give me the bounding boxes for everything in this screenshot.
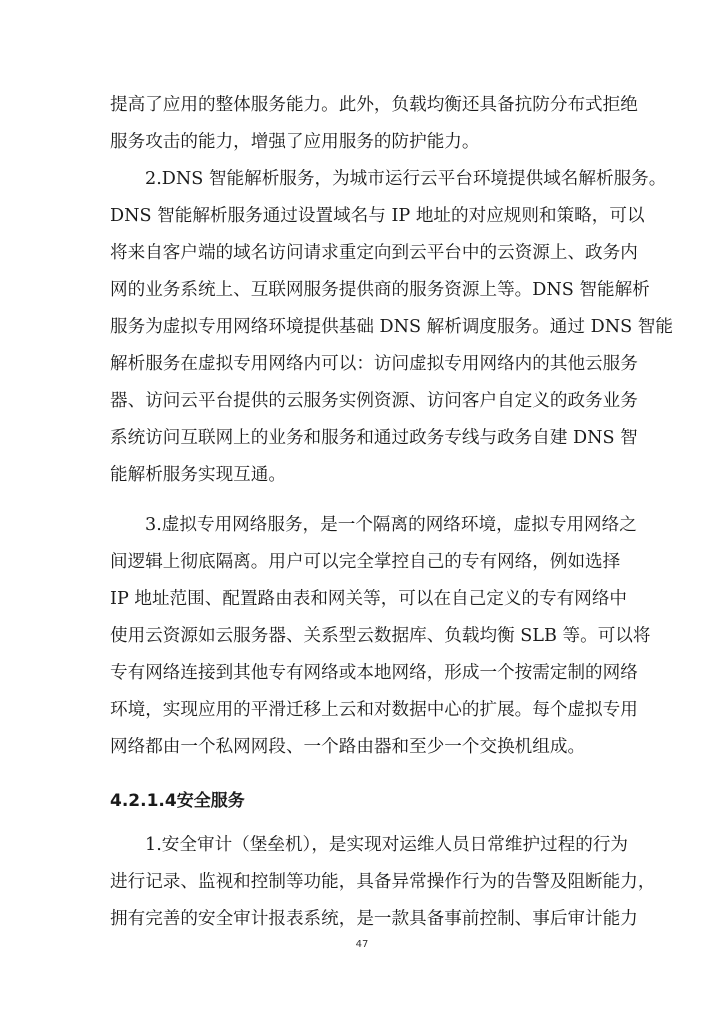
paragraph-4-line-2: 进行记录、监视和控制等功能，具备异常操作行为的告警及阻断能力， [110, 872, 656, 892]
paragraph-2-line-1: 2.DNS 智能解析服务，为城市运行云平台环境提供域名解析服务。 [145, 169, 667, 189]
paragraph-3-line-7: 网络都由一个私网网段、一个路由器和至少一个交换机组成。 [110, 737, 586, 757]
paragraph-2-line-6: 解析服务在虚拟专用网络内可以：访问虚拟专用网络内的其他云服务 [110, 354, 638, 374]
paragraph-3-line-6: 环境，实现应用的平滑迁移上云和对数据中心的扩展。每个虚拟专用 [110, 700, 638, 720]
page-number: 47 [355, 939, 369, 950]
paragraph-2-line-8: 系统访问互联网上的业务和服务和通过政务专线与政务自建 DNS 智 [110, 428, 638, 448]
paragraph-4-line-1: 1.安全审计（堡垒机），是实现对运维人员日常维护过程的行为 [145, 835, 629, 855]
paragraph-2-line-7: 器、访问云平台提供的云服务实例资源、访问客户自定义的政务业务 [110, 391, 638, 411]
paragraph-3-line-2: 间逻辑上彻底隔离。用户可以完全掌控自己的专有网络，例如选择 [110, 552, 621, 572]
paragraph-3-line-1: 3.虚拟专用网络服务，是一个隔离的网络环境，虚拟专用网络之 [145, 515, 637, 535]
paragraph-2-line-4: 网的业务系统上、互联网服务提供商的服务资源上等。DNS 智能解析 [110, 280, 650, 300]
paragraph-2-line-2: DNS 智能解析服务通过设置域名与 IP 地址的对应规则和策略，可以 [110, 206, 645, 226]
paragraph-4-line-3: 拥有完善的安全审计报表系统，是一款具备事前控制、事后审计能力 [110, 909, 638, 929]
paragraph-2-line-3: 将来自客户端的域名访问请求重定向到云平台中的云资源上、政务内 [110, 243, 638, 263]
paragraph-2-line-5: 服务为虚拟专用网络环境提供基础 DNS 解析调度服务。通过 DNS 智能 [110, 317, 673, 337]
paragraph-3-line-4: 使用云资源如云服务器、关系型云数据库、负载均衡 SLB 等。可以将 [110, 626, 651, 646]
paragraph-1-line-2: 服务攻击的能力，增强了应用服务的防护能力。 [110, 132, 480, 152]
section-heading: 4.2.1.4安全服务 [110, 791, 245, 811]
paragraph-2-line-9: 能解析服务实现互通。 [110, 465, 286, 485]
paragraph-3-line-5: 专有网络连接到其他专有网络或本地网络，形成一个按需定制的网络 [110, 663, 638, 683]
paragraph-1-line-1: 提高了应用的整体服务能力。此外，负载均衡还具备抗防分布式拒绝 [110, 95, 638, 115]
paragraph-3-line-3: IP 地址范围、配置路由表和网关等，可以在自己定义的专有网络中 [110, 589, 628, 609]
